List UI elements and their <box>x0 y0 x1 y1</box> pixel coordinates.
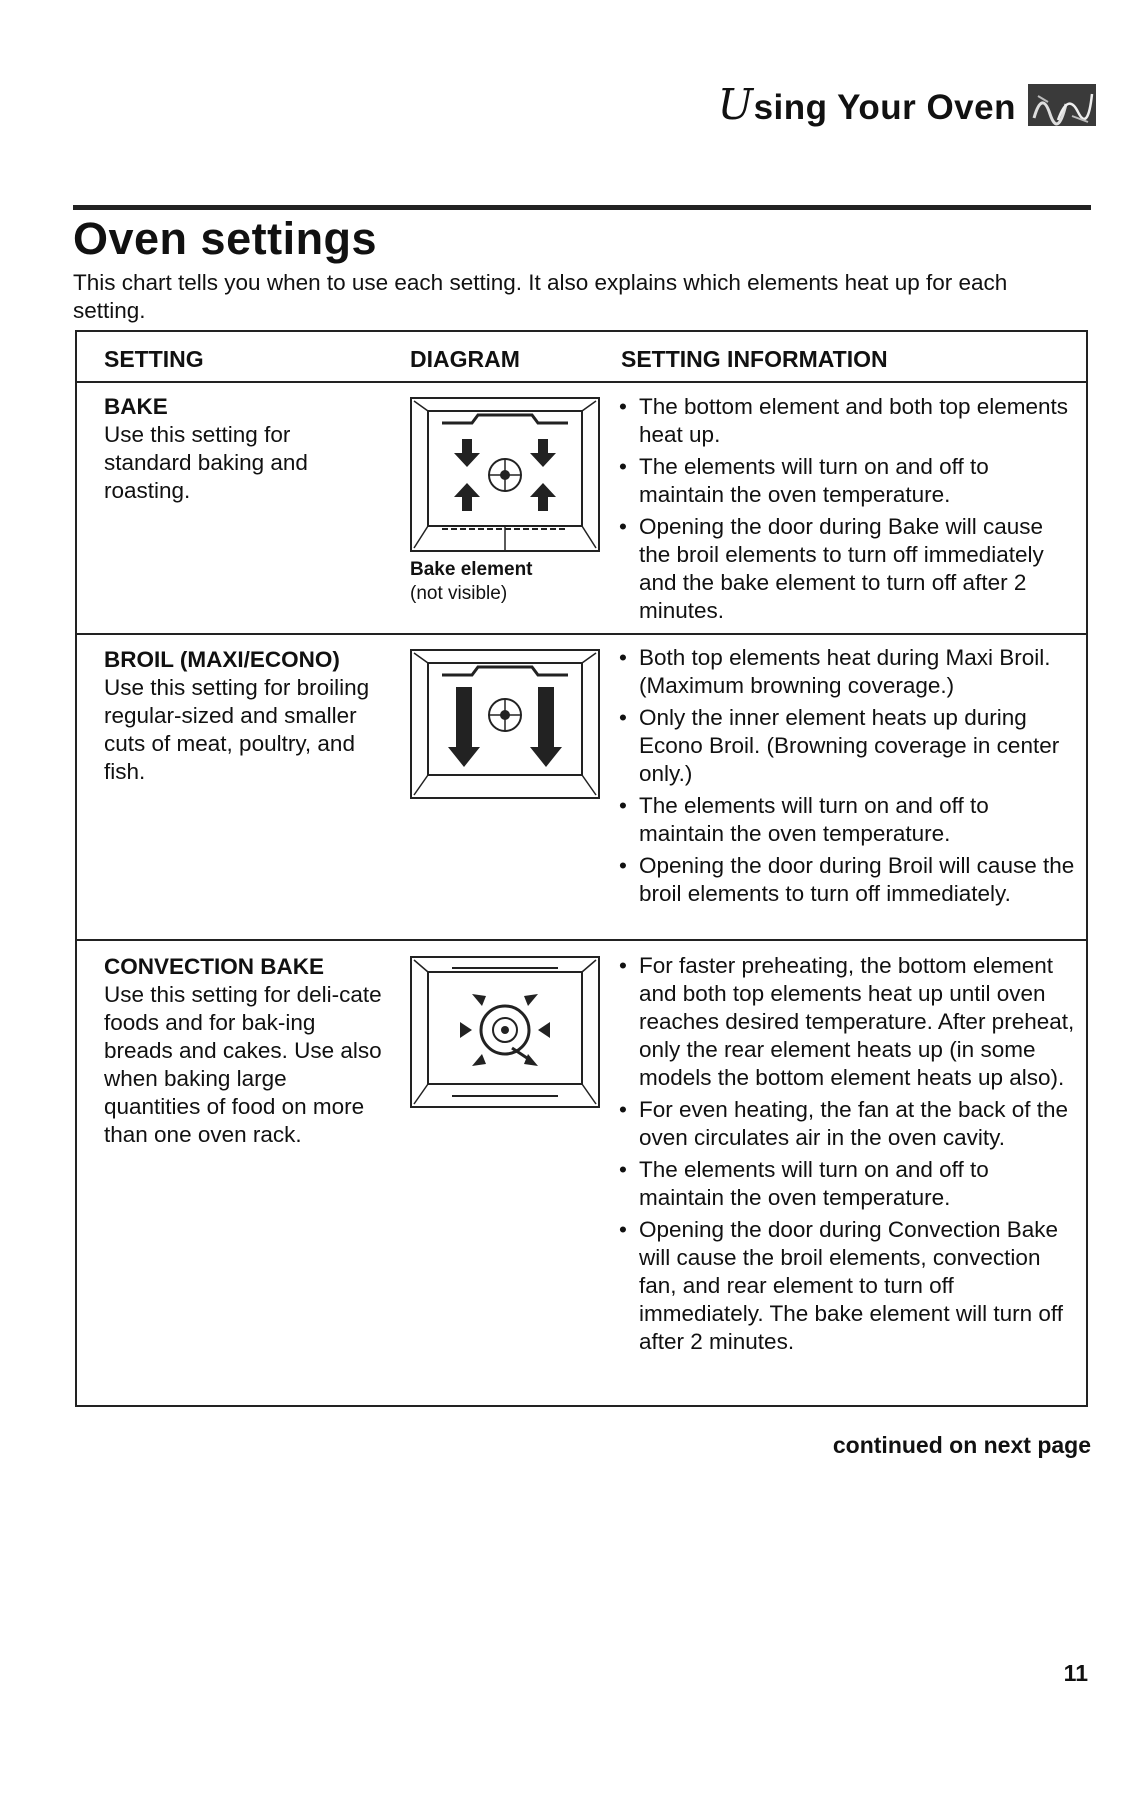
continued-note: continued on next page <box>832 1432 1091 1458</box>
caption-bold: Bake element <box>410 559 533 580</box>
bake-oven-diagram-icon <box>410 397 600 552</box>
title-initial: U <box>717 80 754 129</box>
setting-description: Use this setting for deli-cate foods and for bak-ing breads and cakes. Use also when baking large quantities of food on more than one oven rack. <box>104 982 382 1147</box>
setting-name: CONVECTION BAKE <box>104 954 325 979</box>
oven-settings-table <box>75 330 1088 1407</box>
intro-text: This chart tells you when to use each setting. It also explains which elements heat up for each setting. <box>73 270 1008 323</box>
info-item: • Opening the door during Bake will cause the broil elements to turn off immediately and the bake element to turn off after 2 minutes. <box>618 513 1078 625</box>
setting-cell <box>104 393 384 505</box>
page-header <box>0 0 1148 160</box>
info-item: • Opening the door during Convection Bake will cause the broil elements, convection fan, and rear element to turn off immediately. The bake element will turn off after 2 minutes. <box>618 1216 1078 1356</box>
table-header-row <box>77 332 1086 383</box>
diagram-caption <box>410 558 600 606</box>
diagram-cell <box>410 649 600 799</box>
header-setting: SETTING <box>104 346 204 372</box>
info-item: • Both top elements heat during Maxi Broil. (Maximum browning coverage.) <box>618 644 1078 700</box>
page-title: Oven settings <box>73 213 378 264</box>
info-item: • Opening the door during Broil will cause the broil elements to turn off immediately. <box>618 852 1078 908</box>
setting-name: BAKE <box>104 394 168 419</box>
info-item: • The elements will turn on and off to maintain the oven temperature. <box>618 1156 1078 1212</box>
info-item: • For even heating, the fan at the back of the oven circulates air in the oven cavity. <box>618 1096 1078 1152</box>
broil-oven-diagram-icon <box>410 649 600 799</box>
header-rule <box>73 205 1091 210</box>
info-item: • The elements will turn on and off to maintain the oven temperature. <box>618 453 1078 509</box>
caption-note: (not visible) <box>410 583 508 604</box>
convection-oven-diagram-icon <box>410 956 600 1108</box>
table-row-convection-bake <box>77 941 1086 1407</box>
setting-cell <box>104 953 384 1149</box>
header-setting-information: SETTING INFORMATION <box>621 346 888 372</box>
setting-description: Use this setting for standard baking and roasting. <box>104 422 308 503</box>
info-item: • The elements will turn on and off to maintain the oven temperature. <box>618 792 1078 848</box>
info-item: • For faster preheating, the bottom element and both top elements heat up until oven reaches desired temperature. After preheat, only the rear element heats up (in some models the bottom element heats up also). <box>618 952 1078 1092</box>
page-number: 11 <box>1063 1660 1088 1686</box>
setting-info-list <box>618 644 1078 912</box>
title-text: sing Your Oven <box>753 88 1016 127</box>
section-title <box>718 80 1096 129</box>
header-diagram: DIAGRAM <box>410 346 520 372</box>
setting-info-list <box>618 952 1078 1360</box>
diagram-cell <box>410 397 600 606</box>
table-row-broil <box>77 635 1086 941</box>
setting-cell <box>104 646 384 786</box>
setting-description: Use this setting for broiling regular-sized and smaller cuts of meat, poultry, and fish. <box>104 675 370 784</box>
setting-info-list <box>618 393 1078 629</box>
table-row-bake <box>77 383 1086 635</box>
oven-logo-icon <box>1028 84 1096 126</box>
info-item: • Only the inner element heats up during Econo Broil. (Browning coverage in center only.) <box>618 704 1078 788</box>
setting-name: BROIL (MAXI/ECONO) <box>104 647 340 672</box>
info-item: • The bottom element and both top elements heat up. <box>618 393 1078 449</box>
diagram-cell <box>410 956 600 1108</box>
